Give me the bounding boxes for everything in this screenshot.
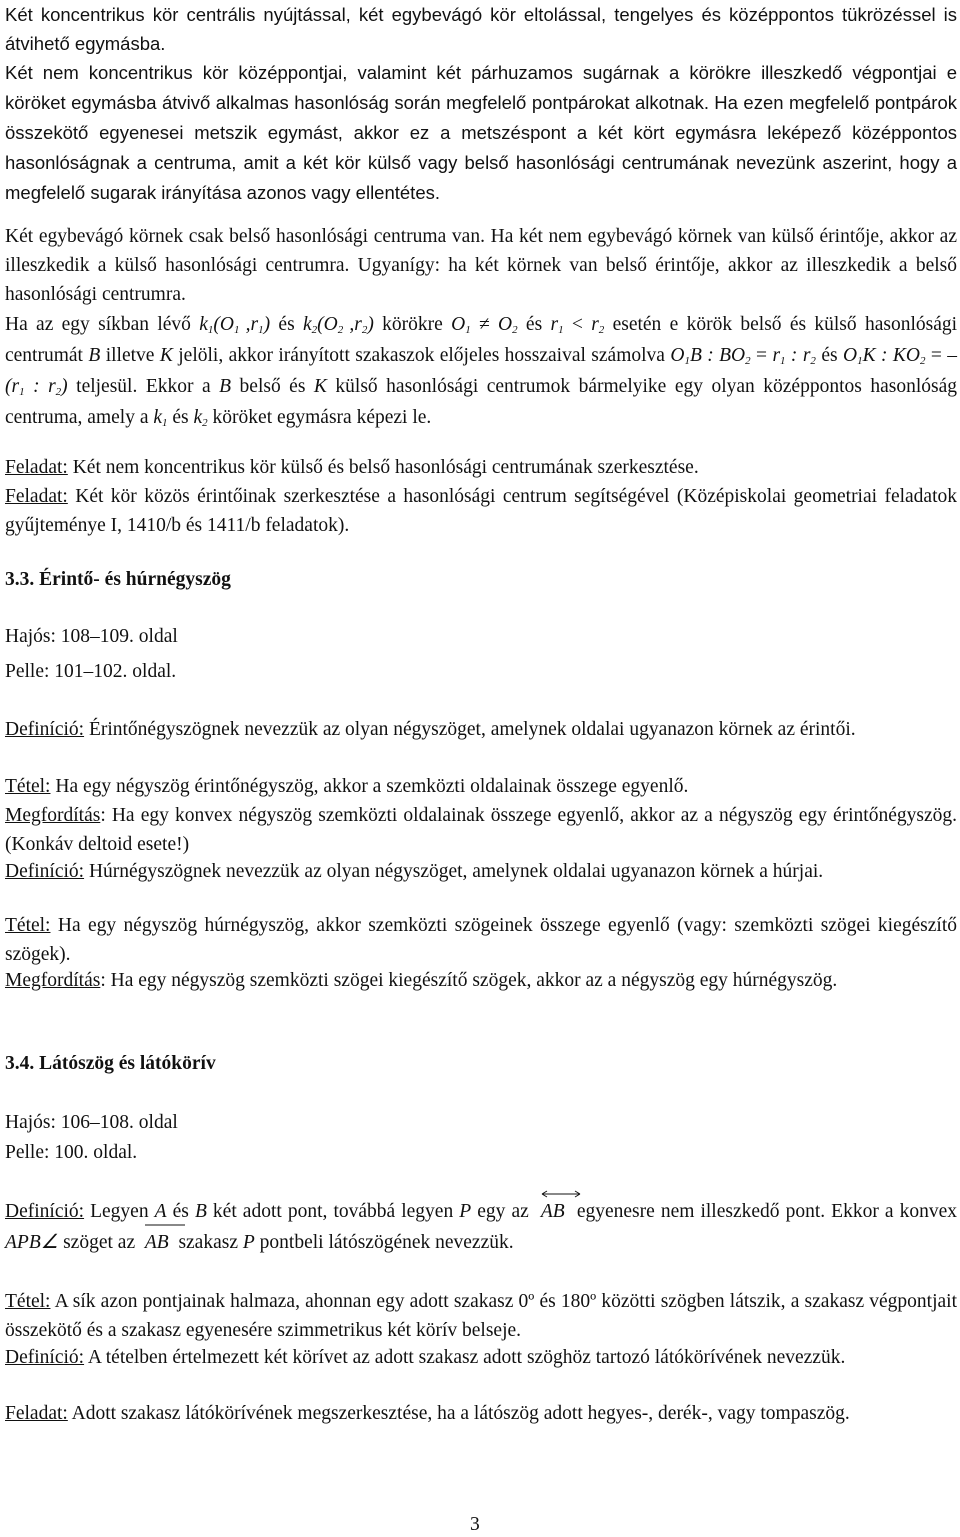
paragraph-similarity-ratio: Ha az egy síkban lévő $k_1(O_1$ $,r_1$) és $k_2(O_2$ $,r_2$) körökre $O_1 \ne O_2$ és $r_1 < r_2$ esetén e körök belső és külső hasonlósági centrumát B illetve K jelöli, akkor irányított szakaszok előjeles hosszaival számolva $O_1B$ : $BO_2 = r_1$ : $r_2$ és $O_1K$ : $KO_2 = -(r_1$ : $r_2$) teljesül. Ekkor a B belső és K külső hasonlósági centrumok bármelyike egy olyan középpontos hasonlóság centruma, amely a $k_1$ és $k_2$ köröket egymásra képezi le.	[5, 314, 958, 429]
line-ab-symbol: AB	[541, 1196, 565, 1227]
reference-hajos-2: Hajós: 106–108. oldal	[5, 1112, 178, 1133]
paragraph-concentric-circles: Két koncentrikus kör centrális nyújtással, két egybevágó kör eltolással, tengelyes és középpontos tükrözéssel is átvihető egymásba.	[5, 4, 957, 54]
paragraph-non-concentric-circles	[5, 58, 957, 208]
feladat-view-arc: Feladat: Adott szakasz látókörívének megszerkesztése, ha a látószög adott hegyes-, derék-, vagy tompaszög.	[5, 1403, 850, 1424]
text-point-pairs: Két nem koncentrikus kör középpontjai, valamint két párhuzamos sugárnak a körökre illeszkedő végpontjai e köröket egymásba átvivő alkalmas hasonlóság során megfelelő pontpárokat alkotnak.	[5, 62, 957, 113]
label-feladat: Feladat:	[5, 486, 68, 507]
definition-view-angle: Definíció: Legyen A és B két adott pont, továbbá legyen P egy az AB egyenesre nem illeszkedő pont. Ekkor a konvex APB∠ szöget az AB szakasz P pontbeli látószögének nevezzük.	[5, 1196, 957, 1258]
feladat-1: Feladat: Két nem koncentrikus kör külső és belső hasonlósági centrumának szerkesztése.	[5, 457, 699, 478]
reference-hajos: Hajós: 108–109. oldal	[5, 626, 178, 647]
definition-tangential-quad: Definíció: Érintőnégyszögnek nevezzük az olyan négyszöget, amelynek oldalai ugyanazon körnek az érintői.	[5, 719, 856, 740]
reference-pelle: Pelle: 101–102. oldal.	[5, 661, 177, 682]
page-number: 3	[470, 1514, 480, 1535]
text-similarity-center: Ha ezen megfelelő pontpárok összekötő egyenesei metszik egymást, akkor ez a metszéspont a két kört egymásra leképező középpontos hasonlóságnak a centruma, amit a két kör külső vagy belső hasonlósági centrumának nevezünk aszerint, hogy a megfelelő sugarak irányítása azonos vagy ellentétes.	[5, 92, 957, 203]
overline-icon	[145, 1221, 185, 1229]
definition-view-arc: Definíció: A tételben értelmezett két körívet az adott szakasz adott szöghöz tartozó látókörívének nevezzük.	[5, 1347, 846, 1368]
feladat-2: Feladat: Két kör közös érintőinak szerkesztése a hasonlósági centrum segítségével (Középiskolai geometriai feladatok gyűjteménye I, 1410/b és 1411/b feladatok).	[5, 486, 957, 536]
reference-pelle-2: Pelle: 100. oldal.	[5, 1142, 138, 1163]
theorem-tangential-quad: Tétel: Ha egy négyszög érintőnégyszög, akkor a szemközti oldalainak összege egyenlő.	[5, 776, 689, 797]
section-title-3-4: 3.4. Látószög és látókörív	[5, 1053, 216, 1074]
theorem-cyclic-quad: Tétel: Ha egy négyszög húrnégyszög, akkor szemközti szögeinek összege egyenlő (vagy: szemközti szögei kiegészítő szögek).	[5, 915, 957, 965]
converse-tangential-quad: Megfordítás: Ha egy konvex négyszög szemközti oldalainak összege egyenlő, akkor az a négyszög egy érintőnégyszög. (Konkáv deltoid esete!)	[5, 805, 957, 855]
segment-ab-symbol: AB	[145, 1227, 169, 1258]
double-arrow-icon	[541, 1190, 581, 1198]
section-title-3-3: 3.3. Érintő- és húrnégyszög	[5, 569, 231, 590]
definition-cyclic-quad: Definíció: Húrnégyszögnek nevezzük az olyan négyszöget, amelynek oldalai ugyanazon körnek a húrjai.	[5, 861, 824, 882]
theorem-view-arc: Tétel: A sík azon pontjainak halmaza, ahonnan egy adott szakasz 0º és 180º közötti szögben látszik, a szakasz végpontjait összekötő és a szakasz egyenesére szimmetrikus két körív belseje.	[5, 1291, 957, 1341]
converse-cyclic-quad: Megfordítás: Ha egy négyszög szemközti szögei kiegészítő szögek, akkor az a négyszög egy húrnégyszög.	[5, 970, 838, 991]
label-feladat: Feladat:	[5, 457, 68, 478]
paragraph-tangent-similarity: Két egybevágó körnek csak belső hasonlósági centruma van. Ha két nem egybevágó körnek van külső érintője, akkor az illeszkedik a külső hasonlósági centrumra. Ugyanígy: ha két körnek van belső érintője, akkor az illeszkedik a belső hasonlósági centrumra.	[5, 226, 957, 305]
